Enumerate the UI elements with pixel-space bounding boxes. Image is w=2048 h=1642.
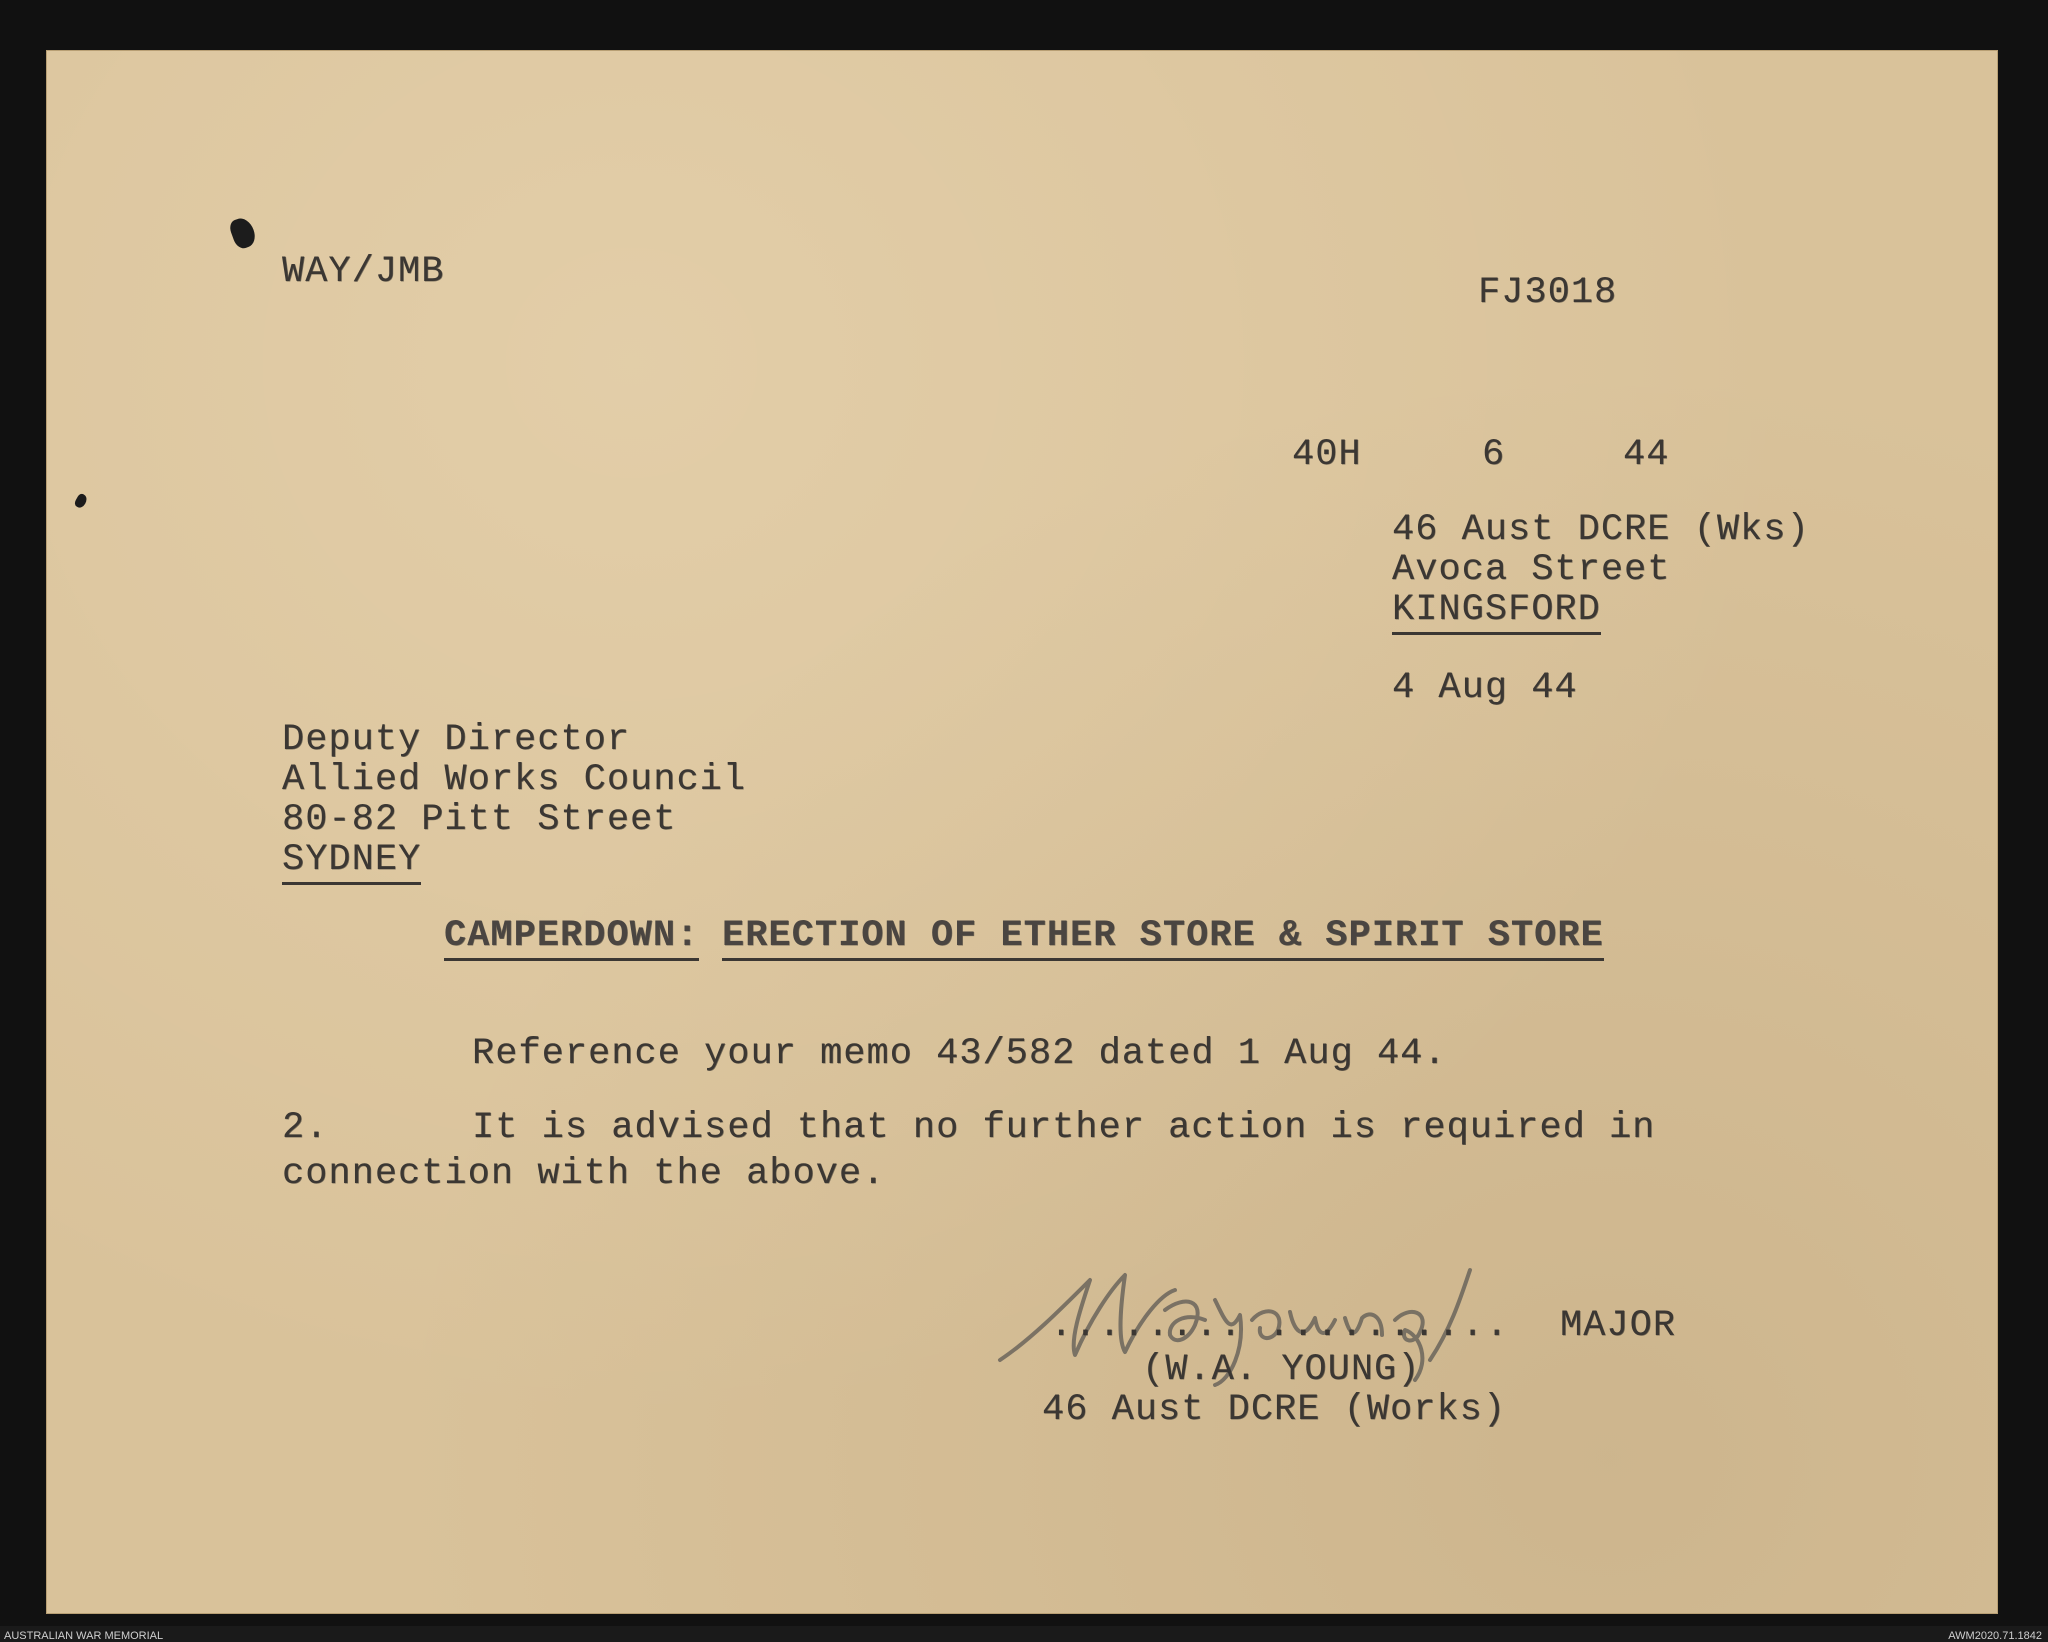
- subject-matter: ERECTION OF ETHER STORE & SPIRIT STORE: [722, 918, 1604, 961]
- sender-suburb: KINGSFORD: [1392, 592, 1601, 635]
- body-paragraph-2-number: 2.: [282, 1107, 329, 1149]
- recipient-line3: 80-82 Pitt Street: [282, 799, 677, 841]
- ink-blot-small: [73, 492, 89, 509]
- footer-institution: AUSTRALIAN WAR MEMORIAL: [4, 1630, 164, 1642]
- signature-rank: MAJOR: [1560, 1305, 1677, 1347]
- sender-street: Avoca Street: [1392, 549, 1671, 591]
- sender-date: 4 Aug 44: [1392, 667, 1578, 709]
- file-number: FJ3018: [1478, 272, 1618, 314]
- file-number-year: 44: [1623, 434, 1670, 476]
- signature-line-dots: ........ ..........: [1050, 1305, 1510, 1347]
- footer-catalogue-id: AWM2020.71.1842: [1948, 1630, 2042, 1642]
- ink-blot: [228, 215, 259, 251]
- recipient-city: SYDNEY: [282, 842, 421, 885]
- recipient-line1: Deputy Director: [282, 719, 631, 761]
- body-paragraph-2-line1: It is advised that no further action is required in: [472, 1107, 1656, 1149]
- signatory-name: (W.A. YOUNG): [1142, 1349, 1421, 1391]
- file-code: 40H: [1292, 434, 1362, 476]
- signatory-unit: 46 Aust DCRE (Works): [1042, 1389, 1507, 1431]
- file-number-mid: 6: [1482, 434, 1506, 476]
- body-paragraph-1: Reference your memo 43/582 dated 1 Aug 44.: [472, 1033, 1447, 1075]
- body-paragraph-2-line2: connection with the above.: [282, 1153, 886, 1195]
- reference-initials: WAY/JMB: [282, 251, 445, 293]
- subject-place: CAMPERDOWN:: [444, 918, 699, 961]
- recipient-line2: Allied Works Council: [282, 759, 747, 801]
- sender-unit: 46 Aust DCRE (Wks): [1392, 509, 1810, 551]
